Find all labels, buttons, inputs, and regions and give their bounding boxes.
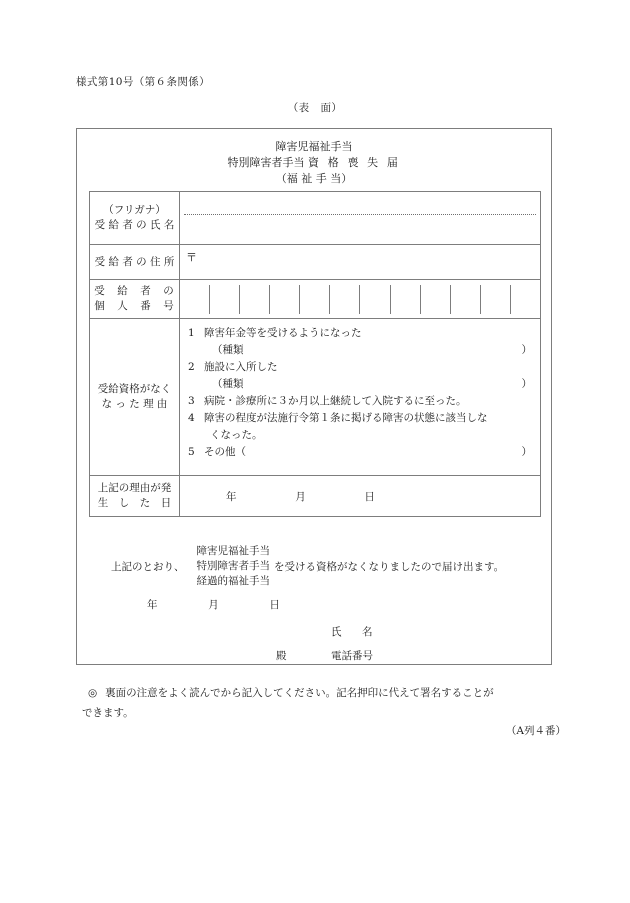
my-number-digit-cell[interactable] xyxy=(210,285,240,314)
label-my-number-line1: 受 給 者 の xyxy=(94,285,175,297)
reason-sub-line xyxy=(188,342,532,359)
occurred-date-day-unit: 日 xyxy=(364,490,375,503)
footer-note-line2: できます。 xyxy=(82,707,134,719)
my-number-digit-cell[interactable] xyxy=(300,285,330,314)
applicant-details-table xyxy=(89,191,541,517)
postal-mark-icon: 〒 xyxy=(186,251,197,264)
occurred-date-month-unit: 月 xyxy=(295,490,306,503)
telephone-number-label[interactable]: 電話番号 xyxy=(331,650,373,662)
table-row-reason xyxy=(90,319,541,476)
label-recipient-address xyxy=(90,245,180,280)
my-number-digit-cell[interactable] xyxy=(421,285,451,314)
table-row-recipient-address xyxy=(90,245,541,280)
reason-option-number: 1 xyxy=(188,327,195,339)
reason-option-list xyxy=(180,325,540,461)
reason-option-close-paren: ） xyxy=(521,344,532,356)
label-furigana: （フリガナ） xyxy=(103,204,166,216)
form-title-line1: 障害児福祉手当 xyxy=(275,140,353,153)
reason-option-text: その他（ xyxy=(204,446,246,458)
reason-option-number: 5 xyxy=(188,446,195,458)
note-bullet-icon: ◎ xyxy=(88,687,98,699)
reason-option-number: 4 xyxy=(188,412,195,424)
my-number-digit-cell[interactable] xyxy=(451,285,481,314)
table-row-occurred-date xyxy=(90,476,541,517)
declaration-date-row[interactable] xyxy=(89,597,280,612)
my-number-digit-cell[interactable] xyxy=(391,285,421,314)
field-reason[interactable] xyxy=(180,319,541,476)
label-occurred-date xyxy=(90,476,180,517)
reason-option[interactable] xyxy=(188,325,532,342)
reason-option[interactable] xyxy=(188,410,532,427)
form-title-line3: （福 祉 手 当） xyxy=(275,172,353,185)
reason-option-number: 3 xyxy=(188,395,195,407)
field-recipient-name[interactable] xyxy=(180,192,541,245)
footer-note-line1: 裏面の注意をよく読んでから記入してください。記名押印に代えて署名することが xyxy=(105,687,494,699)
reason-option-text: （種類 xyxy=(212,344,244,356)
paper-size-label: （A列４番） xyxy=(505,725,566,737)
reason-sub-line xyxy=(188,376,532,393)
page-side-label: （表 面） xyxy=(287,102,343,114)
label-reason xyxy=(90,319,180,476)
declaration-month-unit: 月 xyxy=(208,599,219,611)
my-number-cell-group xyxy=(180,285,540,314)
reason-option-text: 施設に入所した xyxy=(204,361,278,373)
reason-option-text: 障害の程度が法施行令第１条に掲げる障害の状態に該当しな xyxy=(204,412,488,424)
declaration-allowance-list xyxy=(185,544,271,589)
footer-note xyxy=(82,683,558,723)
reason-option-close-paren: ） xyxy=(521,378,532,390)
reason-option-close-paren: ） xyxy=(521,446,532,458)
declaration-tail: を受ける資格がなくなりましたので届け出ます。 xyxy=(274,561,505,573)
field-my-number xyxy=(180,280,541,319)
form-code-label: 様式第10号（第６条関係） xyxy=(76,76,211,88)
reason-option[interactable] xyxy=(188,444,532,461)
label-recipient-name-text: 受 給 者 の 氏 名 xyxy=(94,219,175,231)
label-my-number xyxy=(90,280,180,319)
my-number-digit-cell[interactable] xyxy=(270,285,300,314)
reason-option-number: 2 xyxy=(188,361,195,373)
declaration-allowance-item[interactable]: 特別障害者手当 xyxy=(196,560,270,572)
label-occurred-date-line2: 生 し た 日 xyxy=(97,497,172,509)
label-my-number-line2: 個 人 番 号 xyxy=(94,300,175,312)
reason-option-text: くなった。 xyxy=(210,429,263,441)
declaration-allowance-item[interactable]: 障害児福祉手当 xyxy=(196,545,270,557)
reason-option-text: （種類 xyxy=(212,378,244,390)
reason-option-text: 障害年金等を受けるようになった xyxy=(204,327,362,339)
my-number-digit-cell[interactable] xyxy=(180,285,210,314)
label-occurred-date-line1: 上記の理由が発 xyxy=(97,482,172,494)
table-row-recipient-name xyxy=(90,192,541,245)
declaration-statement xyxy=(89,544,541,589)
reason-option[interactable] xyxy=(188,359,532,376)
occurred-date-inline xyxy=(180,489,540,504)
furigana-dotted-line xyxy=(184,214,536,215)
form-title-block xyxy=(77,139,551,187)
form-title-line2 xyxy=(77,155,551,171)
form-sheet xyxy=(76,128,552,665)
reason-sub-line xyxy=(188,427,532,444)
declaration-year-unit: 年 xyxy=(147,599,158,611)
declaration-allowance-item[interactable]: 経過的福祉手当 xyxy=(196,575,270,587)
declaration-day-unit: 日 xyxy=(269,599,280,611)
my-number-digit-cell[interactable] xyxy=(330,285,360,314)
field-occurred-date[interactable] xyxy=(180,476,541,517)
signature-name-label[interactable]: 氏 名 xyxy=(331,626,378,638)
form-title-line2-right: 資 格 喪 失 届 xyxy=(308,156,401,169)
occurred-date-year-unit: 年 xyxy=(226,490,237,503)
reason-option-text: 病院・診療所に３か月以上継続して入院するに至った。 xyxy=(204,395,467,407)
table-row-my-number xyxy=(90,280,541,319)
label-recipient-name xyxy=(90,192,180,245)
label-reason-line1: 受給資格がなく xyxy=(97,383,172,395)
form-title-line2-left: 特別障害者手当 xyxy=(227,156,305,169)
addressee-honorific: 殿 xyxy=(276,650,287,662)
label-recipient-address-text: 受 給 者 の 住 所 xyxy=(94,255,175,268)
my-number-digit-cell[interactable] xyxy=(511,285,540,314)
reason-option[interactable] xyxy=(188,393,532,410)
my-number-digit-cell[interactable] xyxy=(360,285,390,314)
field-recipient-address[interactable] xyxy=(180,245,541,280)
my-number-digit-cell[interactable] xyxy=(240,285,270,314)
my-number-digit-cell[interactable] xyxy=(481,285,511,314)
declaration-lead: 上記のとおり、 xyxy=(111,561,185,573)
label-reason-line2: な っ た 理 由 xyxy=(101,398,168,410)
